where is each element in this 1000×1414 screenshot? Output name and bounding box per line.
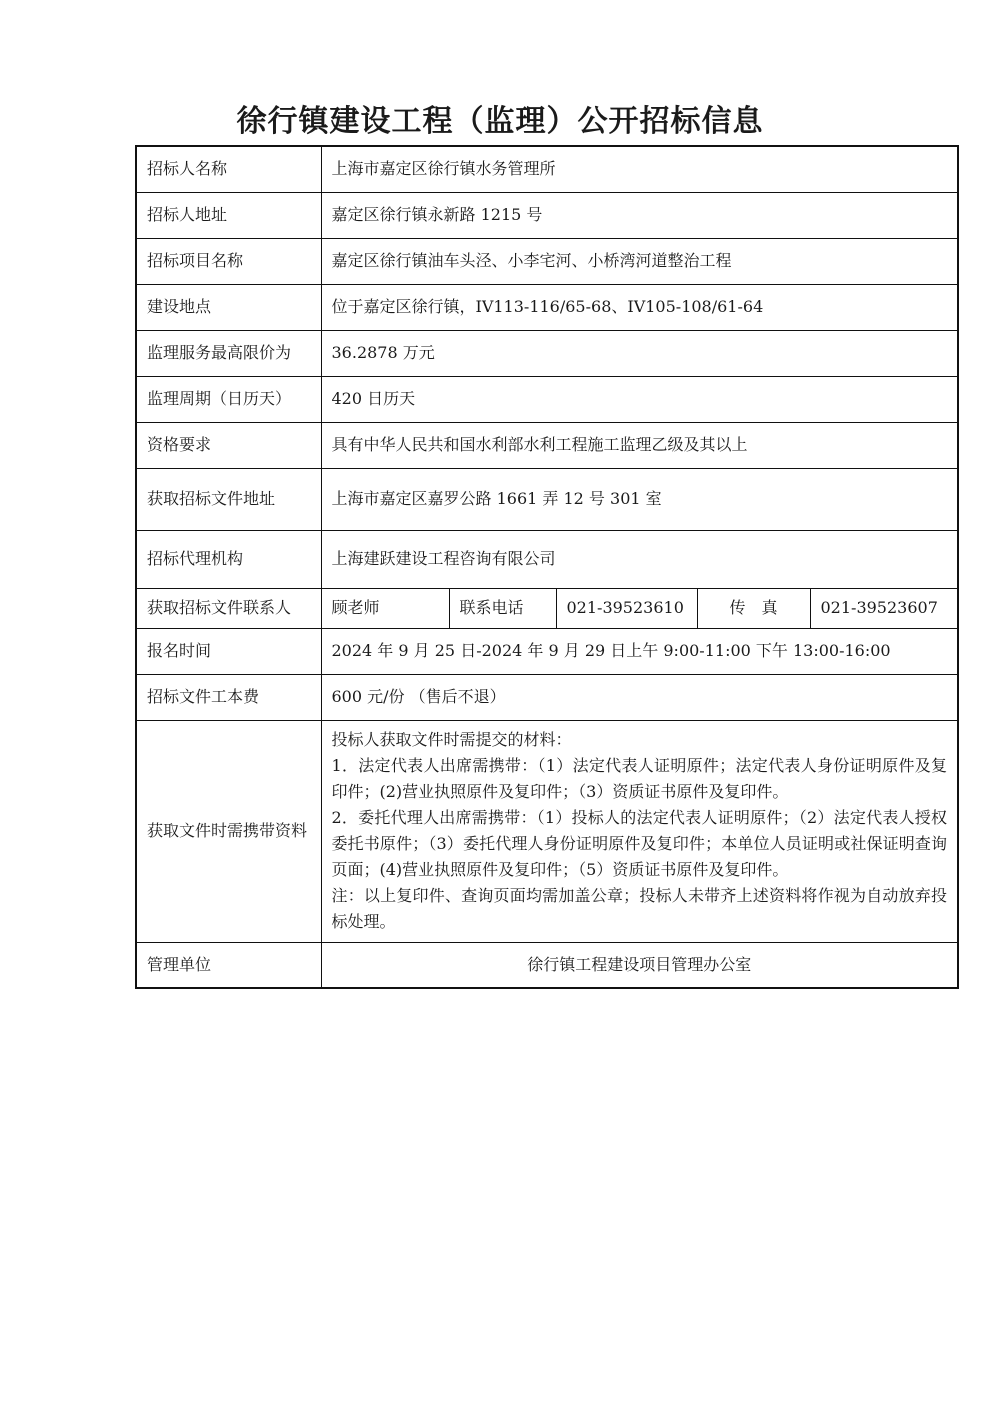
row-tenderer-address xyxy=(136,192,958,238)
label-location: 建设地点 xyxy=(136,284,321,330)
value-tenderer-name: 上海市嘉定区徐行镇水务管理所 xyxy=(321,146,958,192)
label-qualification: 资格要求 xyxy=(136,422,321,468)
value-qualification: 具有中华人民共和国水利部水利工程施工监理乙级及其以上 xyxy=(321,422,958,468)
value-fee: 600 元/份 （售后不退） xyxy=(321,674,958,720)
row-materials xyxy=(136,720,958,942)
value-agency: 上海建跃建设工程咨询有限公司 xyxy=(321,530,958,588)
row-location xyxy=(136,284,958,330)
value-max-price: 36.2878 万元 xyxy=(321,330,958,376)
page-title: 徐行镇建设工程（监理）公开招标信息 xyxy=(236,104,764,139)
row-project-name xyxy=(136,238,958,284)
row-tenderer-name xyxy=(136,146,958,192)
label-materials: 获取文件时需携带资料 xyxy=(136,720,321,942)
value-registration: 2024 年 9 月 25 日-2024 年 9 月 29 日上午 9:00-11:00 下午 13:00-16:00 xyxy=(321,628,958,674)
label-max-price: 监理服务最高限价为 xyxy=(136,330,321,376)
label-project-name: 招标项目名称 xyxy=(136,238,321,284)
row-registration xyxy=(136,628,958,674)
value-location: 位于嘉定区徐行镇，IV113-116/65-68、IV105-108/61-64 xyxy=(321,284,958,330)
label-contact: 获取招标文件联系人 xyxy=(136,588,321,628)
row-doc-address xyxy=(136,468,958,530)
label-registration: 报名时间 xyxy=(136,628,321,674)
label-doc-address: 获取招标文件地址 xyxy=(136,468,321,530)
materials-item-1: 1．法定代表人出席需携带：（1）法定代表人证明原件；法定代表人身份证明原件及复印件；(2)营业执照原件及复印件；（3）资质证书原件及复印件。 xyxy=(331,756,948,801)
value-project-name: 嘉定区徐行镇油车头泾、小李宅河、小桥湾河道整治工程 xyxy=(321,238,958,284)
label-fee: 招标文件工本费 xyxy=(136,674,321,720)
row-management xyxy=(136,942,958,988)
value-contact-phone: 021-39523610 xyxy=(556,588,697,628)
value-period: 420 日历天 xyxy=(321,376,958,422)
value-contact-person: 顾老师 xyxy=(321,588,449,628)
value-management: 徐行镇工程建设项目管理办公室 xyxy=(321,942,958,988)
label-tenderer-name: 招标人名称 xyxy=(136,146,321,192)
row-max-price xyxy=(136,330,958,376)
value-materials xyxy=(321,720,958,942)
materials-intro: 投标人获取文件时需提交的材料： xyxy=(331,730,572,749)
row-fee xyxy=(136,674,958,720)
label-tenderer-address: 招标人地址 xyxy=(136,192,321,238)
row-period xyxy=(136,376,958,422)
tender-info-table xyxy=(135,145,959,989)
value-doc-address: 上海市嘉定区嘉罗公路 1661 弄 12 号 301 室 xyxy=(321,468,958,530)
materials-item-2: 2．委托代理人出席需携带：（1）投标人的法定代表人证明原件；（2）法定代表人授权委托书原件；（3）委托代理人身份证明原件及复印件；本单位人员证明或社保证明查询页面；(4)营业执照原件及复印件；（5）资质证书原件及复印件。 xyxy=(331,808,948,879)
label-management: 管理单位 xyxy=(136,942,321,988)
label-contact-phone: 联系电话 xyxy=(449,588,556,628)
label-period: 监理周期（日历天） xyxy=(136,376,321,422)
materials-note: 注：以上复印件、查询页面均需加盖公章；投标人未带齐上述资料将作视为自动放弃投标处理。 xyxy=(331,886,948,931)
label-contact-fax: 传 真 xyxy=(697,588,810,628)
row-qualification xyxy=(136,422,958,468)
label-agency: 招标代理机构 xyxy=(136,530,321,588)
value-tenderer-address: 嘉定区徐行镇永新路 1215 号 xyxy=(321,192,958,238)
row-agency xyxy=(136,530,958,588)
value-contact-fax: 021-39523607 xyxy=(810,588,958,628)
row-contact xyxy=(136,588,958,628)
